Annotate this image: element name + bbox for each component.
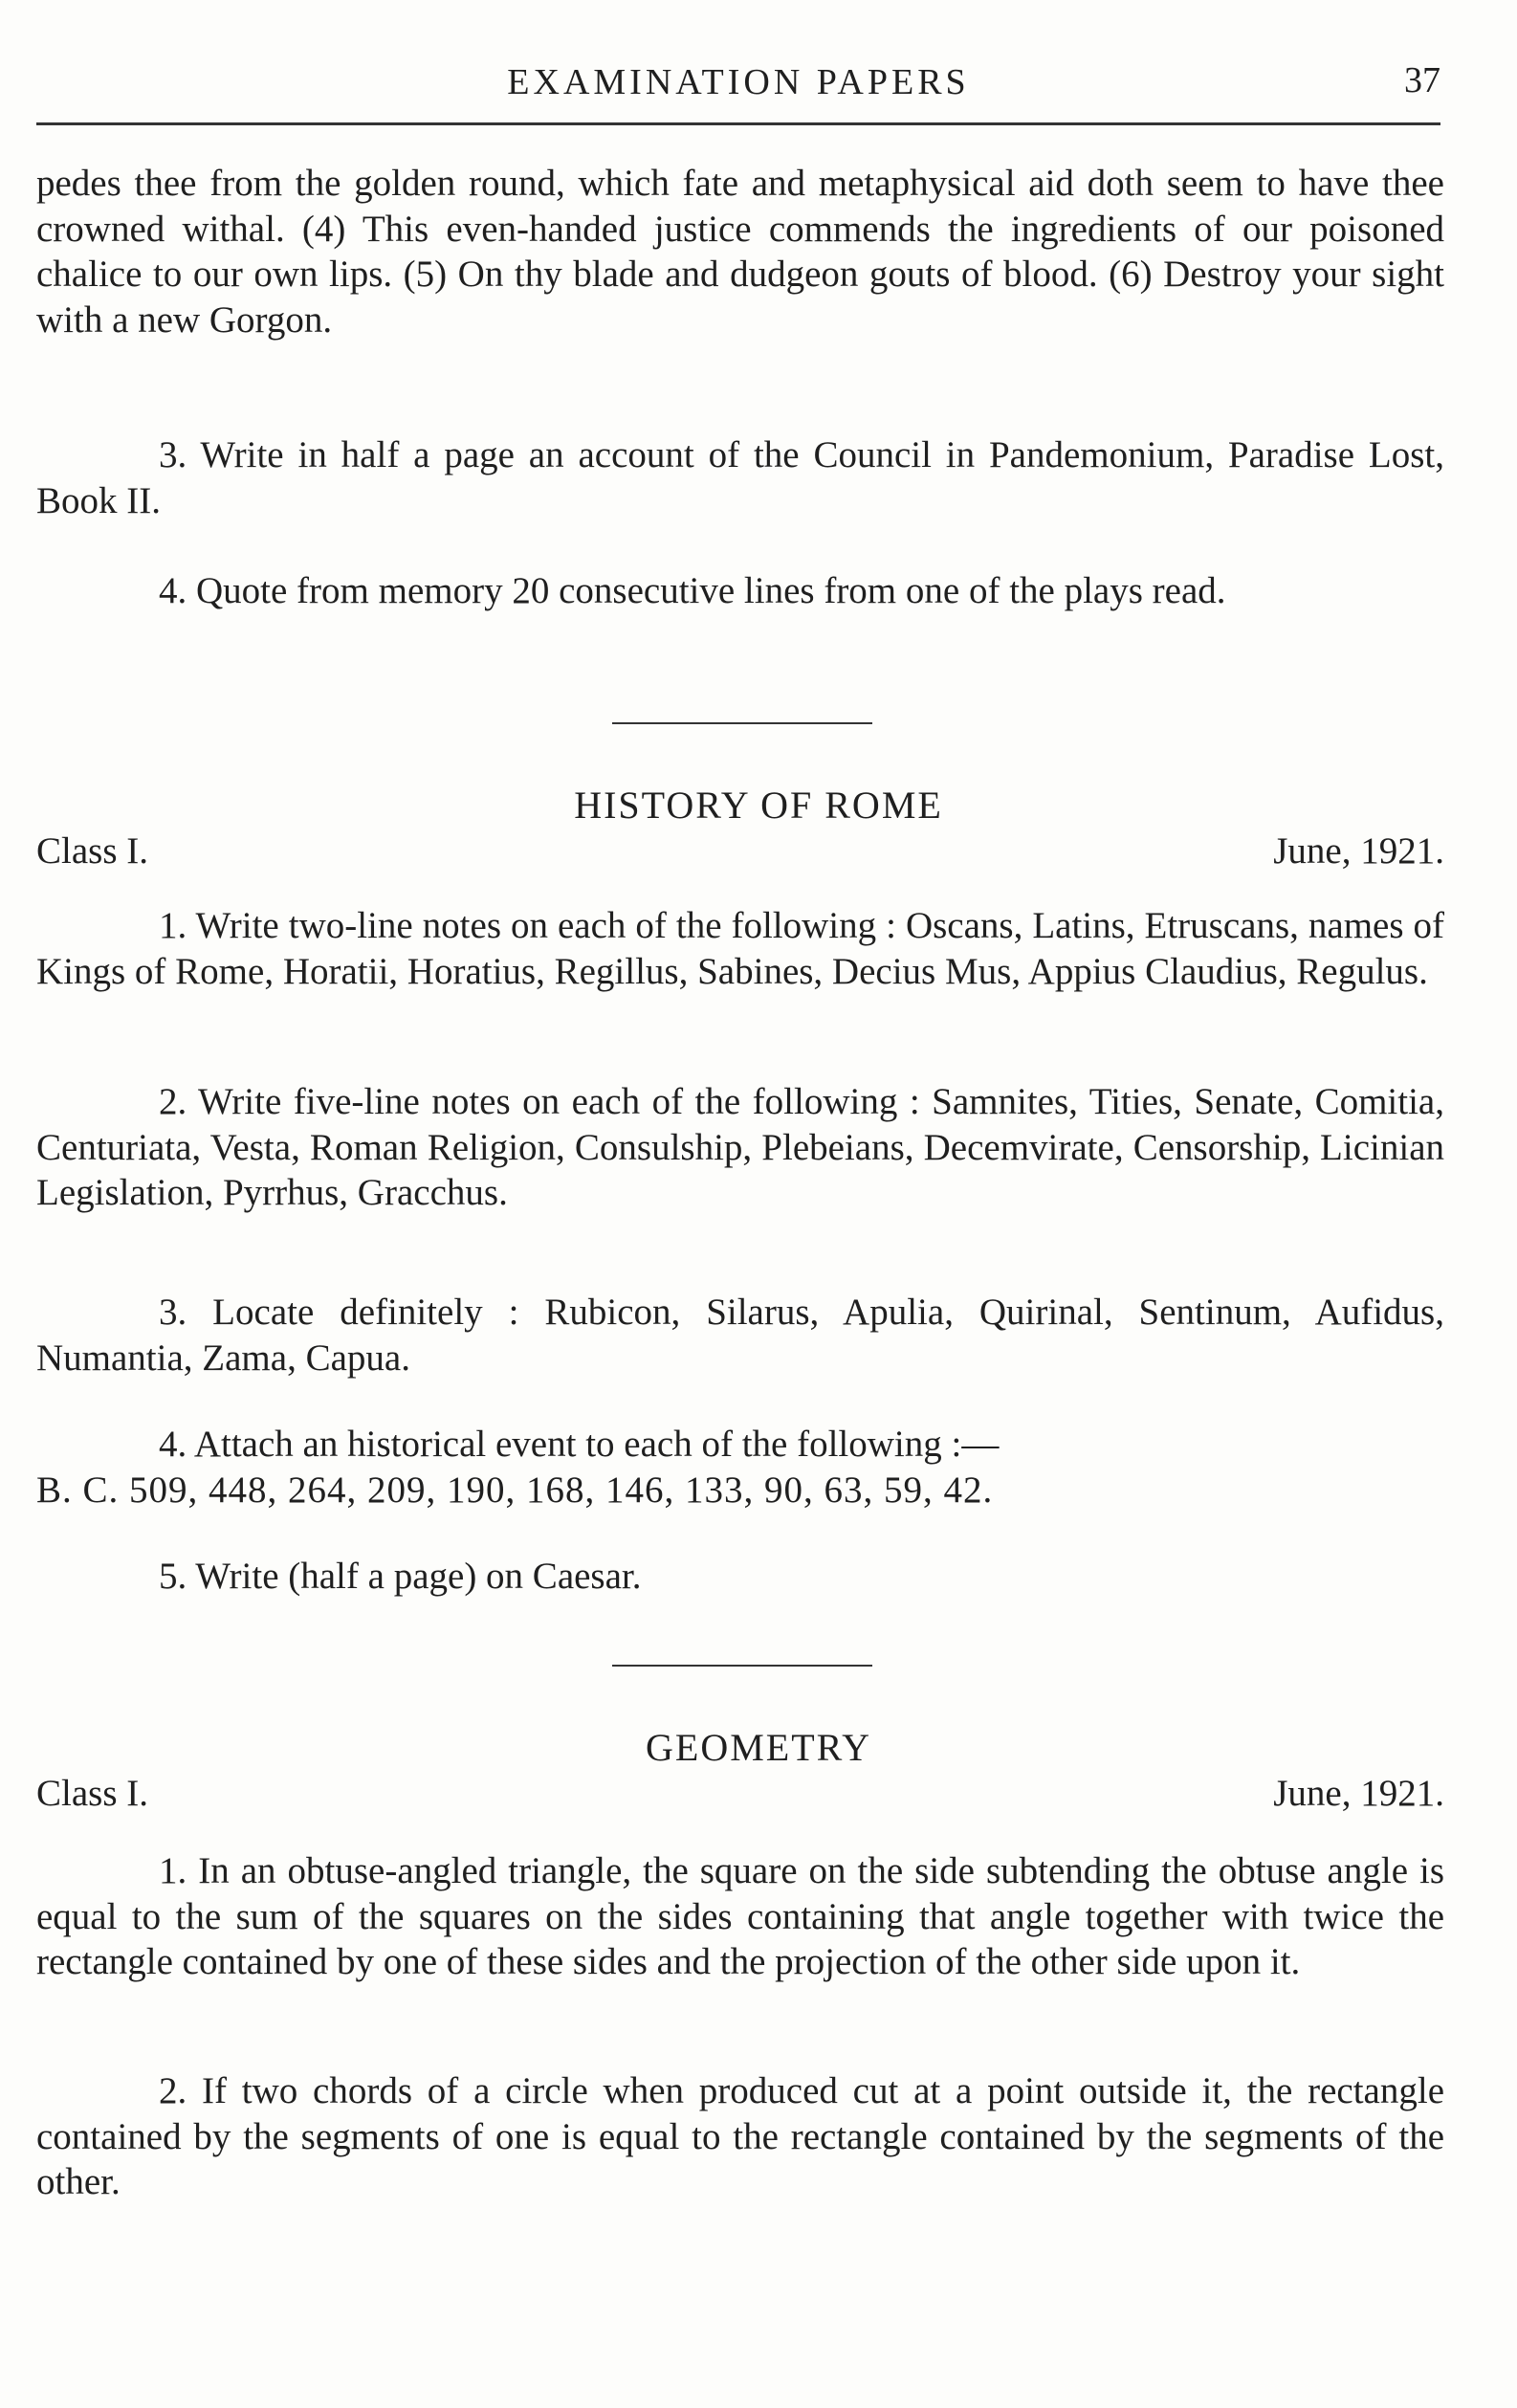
section-title-geometry: GEOMETRY: [646, 1726, 871, 1769]
history-question-4: [36, 1422, 1444, 1513]
running-title: EXAMINATION PAPERS: [507, 62, 970, 102]
history-question-4-dates: B. C. 509, 448, 264, 209, 190, 168, 146, 133, 90, 63, 59, 42.: [36, 1469, 994, 1511]
geometry-question-1: 1. In an obtuse-angled triangle, the square on the side subtending the obtuse angle is equal to the sum of the squares on the sides containing that angle together with twice the rectangle contained by one of these sides and the projection of the other side upon it.: [36, 1850, 1444, 1982]
geometry-date: June, 1921.: [1273, 1773, 1444, 1814]
geometry-class: Class I.: [36, 1773, 148, 1814]
history-question-1: 1. Write two-line notes on each of the following : Oscans, Latins, Etruscans, names of Kings of Rome, Horatii, Horatius, Regillus, Sabines, Decius Mus, Appius Claudius, Regulus.: [36, 905, 1444, 992]
geometry-question-2: 2. If two chords of a circle when produced cut at a point outside it, the rectangle contained by the segments of one is equal to the rectangle contained by the segments of the other.: [36, 2070, 1444, 2202]
section-divider: [612, 722, 872, 724]
geometry-class-line: [36, 1772, 1444, 1820]
history-question-4-prompt: 4. Attach an historical event to each of the following :—: [159, 1424, 1000, 1465]
question-3-pandemonium: 3. Write in half a page an account of the Council in Pandemonium, Paradise Lost, Book II.: [36, 434, 1444, 521]
running-header: [36, 55, 1440, 125]
continuation-paragraph: pedes thee from the golden round, which fate and metaphysical aid doth seem to have thee crowned withal. (4) This even-handed justice commends the ingredients of our poisoned chalice to our own lips. (5) On thy blade and dudgeon gouts of blood. (6) Destroy your sight with a new Gorgon.: [36, 163, 1444, 341]
history-question-5: 5. Write (half a page) on Caesar.: [159, 1556, 642, 1597]
history-class-line: [36, 829, 1444, 877]
history-question-2: 2. Write five-line notes on each of the following : Samnites, Tities, Senate, Comitia, Centuriata, Vesta, Roman Religion, Consulship, Plebeians, Decemvirate, Censorship, Licinian Legislation, Pyrrhus, Gracchus.: [36, 1081, 1444, 1213]
section-title-history: HISTORY OF ROME: [574, 784, 943, 827]
history-date: June, 1921.: [1273, 830, 1444, 872]
history-question-3: 3. Locate definitely : Rubicon, Silarus, Apulia, Quirinal, Sentinum, Aufidus, Numantia, Zama, Capua.: [36, 1292, 1444, 1379]
question-4-quote-lines: 4. Quote from memory 20 consecutive lines from one of the plays read.: [159, 570, 1226, 611]
section-divider: [612, 1665, 872, 1667]
page-number: 37: [1404, 60, 1440, 100]
history-class: Class I.: [36, 830, 148, 872]
